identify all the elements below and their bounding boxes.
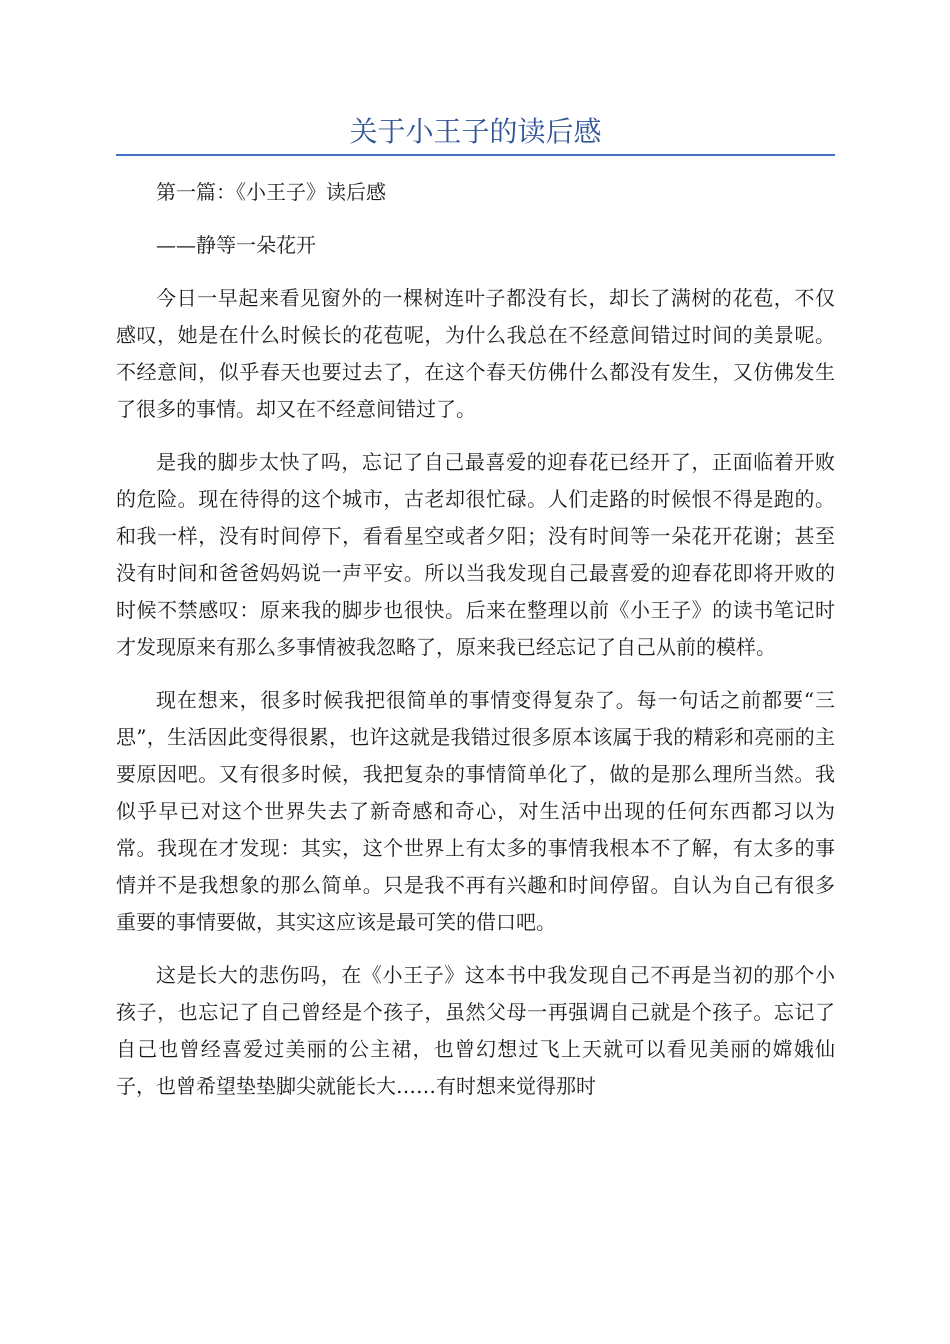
- document-body: [116, 174, 835, 1121]
- body-paragraph: 这是长大的悲伤吗，在《小王子》这本书中我发现自己不再是当初的那个小孩子，也忘记了自己曾经是个孩子，虽然父母一再强调自己就是个孩子。忘记了自己也曾经喜爱过美丽的公主裙，也曾幻想过飞上天就可以看见美丽的嫦娥仙子，也曾希望垫垫脚尖就能长大……有时想来觉得那时: [116, 963, 835, 1098]
- document-title: 关于小王子的读后感: [349, 115, 602, 148]
- section-subtitle: ——静等一朵花开: [156, 233, 316, 257]
- body-paragraph: 今日一早起来看见窗外的一棵树连叶子都没有长，却长了满树的花苞，不仅感叹，她是在什么时候长的花苞呢，为什么我总在不经意间错过时间的美景呢。不经意间，似乎春天也要过去了，在这个春天仿佛什么都没有发生，又仿佛发生了很多的事情。却又在不经意间错过了。: [116, 286, 835, 421]
- title-underline: [116, 154, 835, 156]
- section-heading: 第一篇：《小王子》读后感: [156, 180, 386, 204]
- body-paragraph: 是我的脚步太快了吗，忘记了自己最喜爱的迎春花已经开了，正面临着开败的危险。现在待得的这个城市，古老却很忙碌。人们走路的时候恨不得是跑的。和我一样，没有时间停下，看看星空或者夕阳；没有时间等一朵花开花谢；甚至没有时间和爸爸妈妈说一声平安。所以当我发现自己最喜爱的迎春花即将开败的时候不禁感叹：原来我的脚步也很快。后来在整理以前《小王子》的读书笔记时才发现原来有那么多事情被我忽略了，原来我已经忘记了自己从前的模样。: [116, 450, 835, 659]
- body-paragraph: 现在想来，很多时候我把很简单的事情变得复杂了。每一句话之前都要“三思”，生活因此变得很累，也许这就是我错过很多原本该属于我的精彩和亮丽的主要原因吧。又有很多时候，我把复杂的事情简单化了，做的是那么理所当然。我似乎早已对这个世界失去了新奇感和奇心，对生活中出现的任何东西都习以为常。我现在才发现：其实，这个世界上有太多的事情我根本不了解，有太多的事情并不是我想象的那么简单。只是我不再有兴趣和时间停留。自认为自己有很多重要的事情要做，其实这应该是最可笑的借口吧。: [116, 688, 835, 934]
